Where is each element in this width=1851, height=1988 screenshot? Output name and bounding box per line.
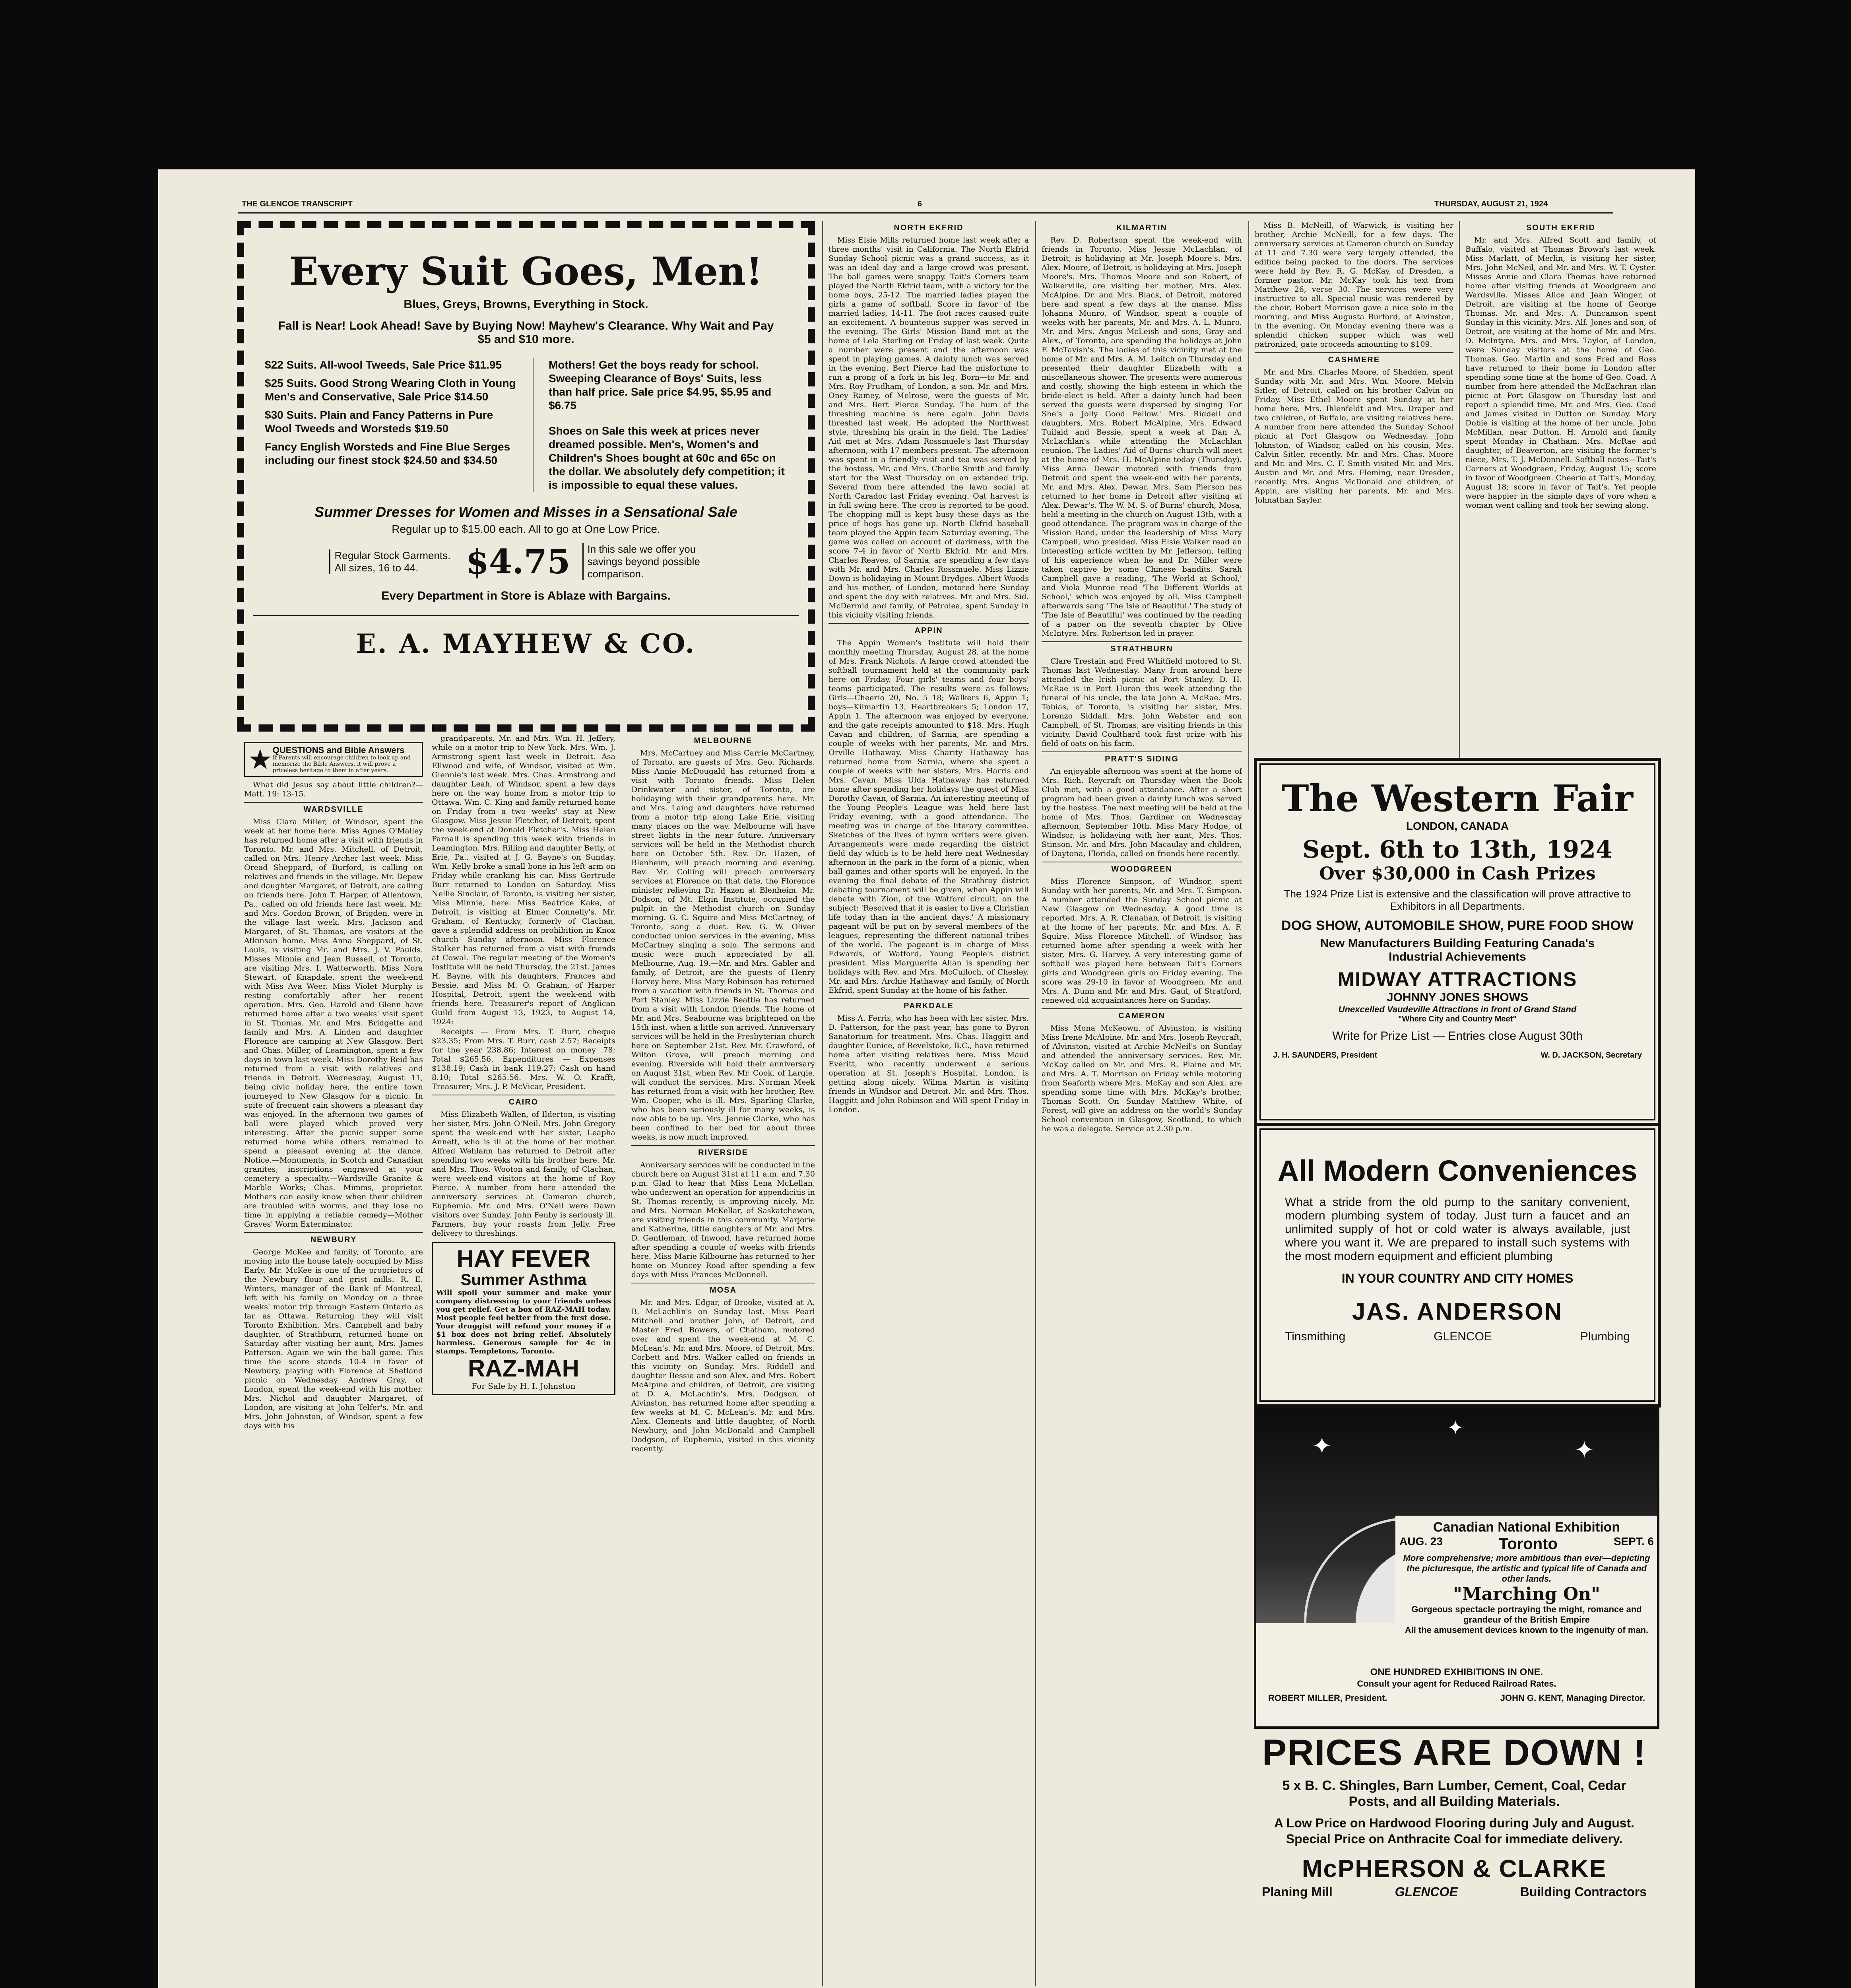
cne-hundred: ONE HUNDRED EXHIBITIONS IN ONE. <box>1370 1667 1543 1677</box>
column-3 <box>631 734 815 1988</box>
article-text: George McKee and family, of Toronto, are moving into the house lately occupied by Miss Early. Mr. McKee is one of the proprietors of the Newbury flour and grist mills. R. E. Winters, manager of the Bank of Montreal, left with his family on Monday on a three weeks' motor trip through Eastern Ontario as far as Ottawa. Returning they will visit Toronto Exhibition. Mrs. Campbell and baby daughter, of Strathburn, returned home on Saturday after visiting her aunt, Mrs. James Patterson. Again we win the ball game. This time the score stands 10-4 in favor of Newbury, playing with Florence at Shetland picnic on Wednesday. Andrew Gray, of London, spent the week-end with his mother. Mrs. Nichol and daughter Margaret, of London, are visiting at John Telfer's. Mr. and Mrs. John Johnston, of Windsor, spent a few days with his <box>244 1248 423 1430</box>
section-heading: RIVERSIDE <box>631 1145 815 1157</box>
masthead-rule <box>238 212 1613 214</box>
mayhew-price: $4.75 <box>466 542 570 581</box>
section-heading: CASHMERE <box>1255 352 1453 365</box>
questions-title: QUESTIONS and Bible Answers <box>272 745 405 755</box>
cne-body: More comprehensive; more ambitious than ever—depicting the picturesque, the artistic and typical life of Canada and other lands. <box>1403 1553 1650 1584</box>
star-icon: ★ <box>248 743 273 776</box>
article-text: Mr. and Mrs. Alfred Scott and family, of Buffalo, visited at Thomas Brown's last week. Miss Marlatt, of Merlin, is visiting her sister, Mrs. John McNeil, and Mr. and Mrs. W. T. Cyster. Misses Annie and Clara Thomas have returned home after visiting friends at Woodgreen and Wardsville. Misses Alice and Jean Winger, of Detroit, are visiting at the home of George Thomas. Mr. and Mrs. A. Duncanson spent Sunday in this vicinity. Mrs. Alf. Jones and son, of Detroit, are visiting at the home of Mr. and Mrs. D. McIntyre. Mrs. and Mrs. Taylor, of London, were Sunday visitors at the home of Geo. Thomas. Geo. Martin and sons Fred and Ross have returned to their home in London after spending some time at the home of Geo. Coad. A number from here attended the McEachran clan picnic at Port Glasgow on Thursday last and report a splendid time. Mr. and Mrs. Geo. Coad and James visited in Dutton on Sunday. Mary Dobie is visiting at the home of her uncle, John McMillan, near Dutton. H. Arnold and family spent Monday in Chatham. Mrs. McRae and daughter, of Beaverton, are visiting the former's niece, Mrs. T. J. McDonnell. Softball notes—Tait's Corners at Woodgreen, Friday, August 15; score in favor of Woodgreen. Cheerio at Tait's, Monday, August 18; score in favor of Tait's. Yet people were happier in the simple days of yore when a woman went calling and took her sewing along. <box>1465 236 1656 510</box>
anderson-town: GLENCOE <box>1434 1330 1492 1343</box>
mayhew-lead: Fall is Near! Look Ahead! Save by Buying Now! Mayhew's Clearance. Why Wait and Pay $5 and $10 more. <box>278 319 774 346</box>
section-heading: NORTH EKFRID <box>894 223 964 232</box>
western-fair-prize-list: The 1924 Prize List is extensive and the classification will prove attractive to Exhibitors in all Departments. <box>1284 888 1631 912</box>
column-rule <box>822 221 823 1986</box>
paper-name: THE GLENCOE TRANSCRIPT <box>242 200 353 208</box>
hayfever-subtitle: Summer Asthma <box>460 1271 587 1289</box>
mcpherson-line1: 5 x B. C. Shingles, Barn Lumber, Cement, Coal, Cedar Posts, and all Building Materials. <box>1282 1778 1626 1809</box>
mcpherson-line2: A Low Price on Hardwood Flooring during July and August. Special Price on Anthracite Coal for immediate delivery. <box>1274 1816 1635 1846</box>
mayhew-name: E. A. MAYHEW & CO. <box>253 615 799 659</box>
cne-marching: "Marching On" <box>1453 1584 1601 1604</box>
western-fair-midway: MIDWAY ATTRACTIONS <box>1337 968 1577 990</box>
section-heading: CAMERON <box>1042 1008 1242 1021</box>
anderson-plumbing: Plumbing <box>1580 1330 1630 1343</box>
razmah-name: RAZ-MAH <box>468 1355 579 1382</box>
article-text: An enjoyable afternoon was spent at the home of Mrs. Rich. Reycraft on Thursday when the Book Club met, with a good attendance. After a short program had been given a dainty lunch was served by the hostess. The next meeting will be held at the home of Mrs. Thos. Gardiner on Wednesday afternoon, September 10th. Miss Mary Hodge, of Windsor, is holidaying with her aunt, Mrs. Thos. Stinson. Mr. and Mrs. John Macaulay and children, of Daytona, Florida, called on friends here recently. <box>1042 767 1242 858</box>
article-text: Mr. and Mrs. Edgar, of Brooke, visited at A. B. McLachlin's on Sunday last. Miss Pearl Mitchell and brother John, of Detroit, and Master Fred Bowers, of Chatham, motored over and spent the week-end at M. C. McLean's. Mr. and Mrs. Moore, of Detroit, Mrs. Corbett and Mrs. Walker called on friends in this vicinity on Sunday. Mrs. Riddell and daughter Bessie and son Alex. and Mrs. Robert McAlpine and children, of Detroit, are visiting at D. A. McLachlin's. Mrs. Dodgson, of Alvinston, has returned home after spending a few weeks at M. C. McLean's. Mr. and Mrs. Alex. Clements and little daughter, of North Newbury, and John McDonald and Campbell Dodgson, of Euphemia, visited in this vicinity recently. <box>631 1298 815 1453</box>
section-heading: PARKDALE <box>828 998 1029 1011</box>
mayhew-boys-shoes <box>549 358 787 492</box>
anderson-ad <box>1254 1123 1661 1408</box>
anderson-title: All Modern Conveniences <box>1277 1154 1638 1187</box>
western-fair-secretary: W. D. JACKSON, Secretary <box>1541 1051 1642 1060</box>
cne-title: Canadian National Exhibition <box>1433 1520 1620 1535</box>
anderson-body: What a stride from the old pump to the sanitary convenient, modern plumbing system of today. Just turn a faucet and an unlimited supply of hot or cold water is always available, just where you want it. We are prepared to install such systems with the most modern equipment and efficient plumbing <box>1285 1196 1630 1263</box>
article-text: grandparents, Mr. and Mrs. Wm. H. Jeffery, while on a motor trip to New York. Mrs. Wm. J. Armstrong spent last week in Detroit. Asa Ellwood and wife, of Windsor, visited at Wm. Glennie's last week. Mrs. Chas. Armstrong and daughter Leah, of Windsor, spent a few days here on the way home from a motor trip to Ottawa. Wm. C. King and family returned home on Friday from a two weeks' stay at New Glasgow. Miss Jessie Fletcher, of Detroit, spent the week-end at Donald Fletcher's. Miss Helen Parnall is spending this week with friends in Leamington. Mrs. Rilling and daughter Betty, of Erie, Pa., visited at J. G. Bayne's on Sunday. Wm. Kelly broke a small bone in his left arm on Friday while cranking his car. Miss Gertrude Burr returned to London on Saturday. Miss Nellie Sinclair, of Toronto, is visiting her sister, Miss Minnie, here. Miss Beatrice Kake, of Detroit, is visiting at Elmer Connelly's. Mr. Graham, of Kentucky, formerly of Clachan, gave a splendid address on prohibition in Knox church Sunday afternoon. Miss Florence Stalker has returned from a visit with friends at Cowal. The regular meeting of the Women's Institute will be held Thursday, the 21st. James H. Bayne, with his daughters, Frances and Bessie, and Miss M. O. Graham, of Harper Hospital, Detroit, spent the week-end with friends here. Treasurer's report of Anglican Guild from August 13, 1923, to August 14, 1924: <box>432 734 615 1026</box>
cne-ad <box>1254 1406 1659 1729</box>
column-6 <box>1255 221 1453 750</box>
hayfever-title: HAY FEVER <box>456 1245 591 1272</box>
article-text: Clare Trestain and Fred Whitfield motored to St. Thomas last Wednesday. Many from around here attended the Irish picnic at Port Stanley. D. H. McRae is in Port Huron this week attending the funeral of his uncle, the late John A. McRae. Mrs. Tobias, of Toronto, is visiting her sister, Mrs. Lorenzo Siddall. Mrs. John Webster and son Campbell, of St. Thomas, are visiting friends in this vicinity. David Coulthard took first prize with his field of oats on his farm. <box>1042 657 1242 748</box>
column-7 <box>1465 221 1656 750</box>
hayfever-ad <box>432 1242 615 1395</box>
razmah-seller: For Sale by H. I. Johnston <box>471 1381 576 1391</box>
western-fair-president: J. H. SAUNDERS, President <box>1273 1051 1378 1060</box>
cne-president: ROBERT MILLER, President. <box>1268 1693 1387 1703</box>
section-heading: WOODGREEN <box>1042 862 1242 874</box>
section-heading: CAIRO <box>432 1095 615 1107</box>
cne-spectacle: Gorgeous spectacle portraying the might, romance and grandeur of the British Empire <box>1411 1604 1642 1625</box>
article-text: Miss B. McNeill, of Warwick, is visiting her brother, Archie McNeill, for a few days. The anniversary services at Cameron church on Sunday at 11 and 7.30 were very largely attended, the edifice being packed to the doors. The services were held by Rev. R. G. McKay, of Dresden, a former pastor. Mr. McKay took his text from Matthew 26, verse 30. The services were very instructive to all. Special music was rendered by the choir. Robert Morrison gave a nice solo in the morning, and Miss Augusta Burford, of Alvinston, in the evening. On Monday evening there was a splendid chicken supper which was well patronized, gate proceeds amounting to $109. <box>1255 221 1453 349</box>
mayhew-price-note: In this sale we offer you savings beyond possible comparison. <box>582 543 723 580</box>
anderson-name: JAS. ANDERSON <box>1352 1298 1563 1325</box>
mayhew-item: Fancy English Worsteds and Fine Blue Serges including our finest stock $24.50 and $34.50 <box>265 441 510 466</box>
column-rule <box>1035 221 1036 1986</box>
mayhew-item: $22 Suits. All-wool Tweeds, Sale Price $11.95 <box>265 359 502 371</box>
page-number: 6 <box>918 200 922 208</box>
western-fair-vaude: Unexcelled Vaudeville Attractions in front of Grand Stand <box>1338 1004 1577 1014</box>
article-text: Miss A. Ferris, who has been with her sister, Mrs. D. Patterson, for the past year, has gone to Byron Sanatorium for treatment. Mrs. Chas. Haggitt and daughter Eunice, of Revelstoke, B.C., have returned home after visiting relatives here. Miss Maud Everitt, who recently underwent a serious operation at St. Joseph's Hospital, London, is getting along nicely. Wilma Martin is visiting friends in Windsor and Detroit. Mr. and Mrs. Thos. Haggitt and John Robinson and Will spent Friday in London. <box>828 1014 1029 1114</box>
article-text: Miss Florence Simpson, of Windsor, spent Sunday with her parents, Mr. and Mrs. T. Simpson. A number attended the Sunday School picnic at New Glasgow on Wednesday. A good time is reported. Mrs. A. R. Clanahan, of Detroit, is visiting at the home of her parents, Mr. and Mrs. A. F. Squire. Miss Florence Mitchell, of Windsor, has returned home after spending a week with her sister, Mrs. G. Harvey. A very interesting game of softball was played here between Tait's Corners girls and Woodgreen girls on Friday evening. The score was 29-10 in favor of Woodgreen. Mr. and Mrs. A. Dunn and Mr. and Mrs. Gaul, of Stratford, renewed old acquaintances here on Sunday. <box>1042 877 1242 1005</box>
mcpherson-name: McPHERSON & CLARKE <box>1302 1855 1607 1883</box>
column-2 <box>432 734 615 1988</box>
cne-manager: JOHN G. KENT, Managing Director. <box>1500 1693 1645 1703</box>
article-text: Anniversary services will be conducted in the church here on August 31st at 11 a.m. and 7.30 p.m. Glad to hear that Miss Lena McLellan, who underwent an operation for appendicitis in St. Thomas recently, is improving nicely. Mr. and Mrs. Norman McKellar, of Saskatchewan, are visiting friends in this community. Marjorie and Katherine, little daughters of Mr. and Mrs. D. Gentleman, of Inwood, have returned home after spending a couple of weeks with friends here. Miss Marie Kilbourne has returned to her home on Muncey Road after spending a few days with Miss Frances McDonnell. <box>631 1161 815 1279</box>
issue-date: THURSDAY, AUGUST 21, 1924 <box>1434 200 1548 208</box>
mcpherson-town: GLENCOE <box>1395 1885 1458 1899</box>
column-rule <box>1459 221 1460 810</box>
newspaper-page <box>158 169 1695 1988</box>
mayhew-ablaze: Every Department in Store is Ablaze with Bargains. <box>381 589 671 602</box>
section-heading: STRATHBURN <box>1042 641 1242 654</box>
mcpherson-contractors: Building Contractors <box>1520 1885 1647 1899</box>
mayhew-headline: Every Suit Goes, Men! <box>289 249 763 294</box>
section-heading: SOUTH EKFRID <box>1526 223 1595 232</box>
mayhew-dresses-sub: Regular up to $15.00 each. All to go at One Low Price. <box>392 523 660 535</box>
column-4 <box>828 221 1029 1988</box>
western-fair-ad <box>1254 758 1661 1126</box>
section-heading: KILMARTIN <box>1116 223 1167 232</box>
mcpherson-planing: Planing Mill <box>1262 1885 1333 1899</box>
anderson-homes: IN YOUR COUNTRY AND CITY HOMES <box>1341 1271 1574 1285</box>
western-fair-city: LONDON, CANADA <box>1406 820 1509 832</box>
article-text: The Appin Women's Institute will hold their monthly meeting Thursday, August 28, at the home of Mrs. Frank Nichols. A large crowd attended the softball tournament held at the community park here on Friday. Four girls' teams and four boys' teams participated. The results were as follows: Girls—Cheerio 20, No. 5 18; Walkers 6, Appin 1; boys—Kilmartin 13, Heartbreakers 5; London 17, Appin 1. The afternoon was enjoyed by everyone, and the gate receipts amounted to $18. Mrs. Hugh Cavan and children, of Sarnia, are spending a couple of weeks with her parents, Mr. and Mrs. Orville Hathaway. Miss Charity Hathaway has returned home from Sarnia, where she spent a couple of weeks with her sisters, Mrs. Harris and Mrs. Cavan. Miss Ulda Hathaway has returned home after spending her holidays the guest of Miss Dorothy Cavan, of Sarnia. An interesting meeting of the Young People's League was held here last Friday evening, with a good attendance. The meeting was in charge of the literary committee. Sketches of the lives of hymn writers were given. Arrangements were made regarding the district field day which is to be held here next Wednesday afternoon in the park in the form of a picnic, when ball games and other sports will be enjoyed. In the evening the final debate of the Strathroy district debating tournament will be given, when Appin will debate with Zion, of the Watford circuit, on the subject: 'Resolved that it is easier to live a Christian life today than in the ancient days.' A missionary pageant will be put on by several members of the leagues, representing the different national tribes of the world. The pageant is in charge of Miss Edwards, of Watford, Young People's district president. Miss Marguerite Allan is spending her holidays with Rev. and Mrs. McCulloch, of Chesley. Mr. and Mrs. Archie Hathaway and family, of North Ekfrid, spent Sunday at the home of his father. <box>828 639 1029 995</box>
article-text: Miss Elsie Mills returned home last week after a three months' visit in California. The North Ekfrid Sunday School picnic was a grand success, as it was an ideal day and a large crowd was present. The ball games were snappy. Tait's Corners team played the North Ekfrid team, with a victory for the home boys, 25-12. The married ladies played the girls a game of softball. Score in favor of the married ladies, 14-11. The foot races caused quite an excitement. A bounteous supper was served in the evening. The Girls' Mission Band met at the home of Lela Sterling on Friday of last week. Quite a number were present and the afternoon was spent in playing games. A dainty lunch was served in the evening. Bert Pierce had the misfortune to run a prong of a fork in his leg. Born—to Mr. and Mrs. Roy Prudham, of London, a son. Mr. and Mrs. Oney Ramey, of Melrose, were the guests of Mr. and Mrs. Bert Pierce Sunday. The hum of the threshing machine is here again. John Davis threshed last week. He adopted the Northwest style, threshing his grain in the field. The Ladies' Aid met at Mrs. Adam Rossmuele's last Thursday afternoon, with 17 members present. The afternoon was spent in a friendly visit and tea was served by the hostess. Mr. and Mrs. Charlie Smith and family start for the West Thursday on an extended trip. Several from here attended the lawn social at North Caradoc last Friday evening. Oat harvest is in full swing here. The crop is reported to be good. The chopping mill is kept busy these days as the price of hogs has gone up. North Ekfrid baseball team played the Appin team Saturday evening. The game was called on account of darkness, with the score 7-4 in favor of North Ekfrid. Mr. and Mrs. Charles Reaves, of Sarnia, are spending a few days with Mr. and Mrs. Charles Rossmuele. Miss Lizzie Down is holidaying in Mount Brydges. Albert Woods and his mother, of London, motored here Sunday and spent the day with relatives. Mr. and Mrs. Sid. McDermid and family, of Petrolea, spent Sunday in this vicinity visiting friends. <box>828 236 1029 619</box>
treasurer-report: Receipts — From Mrs. T. Burr, cheque $23.35; From Mrs. T. Burr, cash 2.57; Receipts for the year 238.86; Interest on money .78; Total $265.56. Expenditures — Expenses $138.19; Cash in bank 119.27; Cash on hand 8.10; Total $265.56. Mrs. W. O. Krafft, Treasurer; Mrs. J. P. McVicar, President. <box>432 1027 615 1091</box>
section-heading: MOSA <box>631 1283 815 1295</box>
western-fair-slogan: "Where City and Country Meet" <box>1398 1015 1517 1023</box>
mayhew-item: Shoes on Sale this week at prices never dreamed possible. Men's, Women's and Children's Shoes bought at 60c and 65c on the dollar. We absolutely defy competition; it is impossible to equal these values. <box>549 425 785 491</box>
mayhew-item: Mothers! Get the boys ready for school. Sweeping Clearance of Boys' Suits, less than half price. Sale price $4.95, $5.95 and $6.75 <box>549 359 772 412</box>
section-heading: APPIN <box>828 623 1029 635</box>
section-heading: NEWBURY <box>244 1232 423 1244</box>
cne-illustration: ✦ ✦ ✦ <box>1256 1408 1657 1623</box>
mayhew-item: $30 Suits. Plain and Fancy Patterns in Pure Wool Tweeds and Worsteds $19.50 <box>265 409 493 435</box>
mcpherson-ad <box>1254 1728 1655 1943</box>
section-heading: WARDSVILLE <box>244 802 423 814</box>
western-fair-shows: DOG SHOW, AUTOMOBILE SHOW, PURE FOOD SHOW <box>1281 918 1634 933</box>
questions-note: If Parents will encourage children to look up and memorize the Bible Answers, it will prove a priceless heritage to them in after years. <box>272 755 411 774</box>
hayfever-body: Will spoil your summer and make your company distressing to your friends unless you get relief. Get a box of RAZ-MAH today. Most people feel better from the first dose. Your druggist will refund your money if a $1 box does not bring relief. Absolutely harmless. Generous sample for 4c in stamps. Templetons, Toronto. <box>436 1289 611 1355</box>
mayhew-subhead: Blues, Greys, Browns, Everything in Stock. <box>404 298 648 311</box>
article-text: Miss Elizabeth Wallen, of Ilderton, is visiting her sister, Mrs. John O'Neil. Mrs. John Gregory spent the week-end with her sister, Leapha Annett, who is ill at the home of her mother. Alfred Wehlann has returned to Detroit after spending two weeks with his brother here. Mr. and Mrs. Thos. Wooton and family, of Clachan, were week-end visitors at the home of Roy Pierce. A number from here attended the anniversary services at Cameron church, Euphemia. Mr. and Mrs. O'Neil were Dawn visitors over Sunday. John Fenby is seriously ill. Farmers, buy your roasts from Jelly. Free delivery to threshings. <box>432 1110 615 1238</box>
cne-city: Toronto <box>1498 1535 1558 1553</box>
questions-box <box>244 742 423 777</box>
article-text: Miss Mona McKeown, of Alvinston, is visiting Miss Irene McAlpine. Mr. and Mrs. Joseph Reycraft, of Alvinston, visited at Archie McNeil's on Sunday and attended the anniversary services. Rev. Mr. McKay called on Mr. and Mrs. R. Plaine and Mr. and Mrs. A. T. Morrison on Friday while motoring from Seaforth where Mrs. McKay and son Alex. are spending some time with Mrs. McKay's brother, Thomas Scott. On Sunday Matthew White, of Forest, will give an address on the world's Sunday School convention in Glasgow, Scotland, to which he was a delegate. Service at 2.30 p.m. <box>1042 1024 1242 1133</box>
column-5 <box>1042 221 1242 1988</box>
questions-text: What did Jesus say about little children?—Matt. 19: 13-15. <box>244 780 423 798</box>
western-fair-title: The Western Fair <box>1282 777 1633 820</box>
mayhew-dresses: Summer Dresses for Women and Misses in a Sensational Sale <box>314 504 737 520</box>
western-fair-johnny: JOHNNY JONES SHOWS <box>1386 991 1529 1004</box>
article-text: Mrs. McCartney and Miss Carrie McCartney, of Toronto, are guests of Mrs. Geo. Richards. Miss Annie McDougald has returned from a visit with Toronto friends. Miss Helen Drinkwater and sister, of Toronto, are holidaying with their grandparents here. Mr. and Mrs. Laing and daughters have returned from a motor trip along Lake Erie, visiting many places on the way. Melbourne will have street lights in the near future. Anniversary services will be held in the Methodist church here on October 5th. Rev. Dr. Hazen, of Blenheim, will preach morning and evening. Rev. Mr. Colling will preach anniversary services at Florence on that date, the Florence minister relieving Dr. Hazen at Blenheim. Mr. Dodson, of Mt. Elgin Institute, occupied the pulpit in the Methodist church on Sunday morning. G. C. Squire and Miss McCartney, of Toronto, sang a duet. Rev. G. W. Oliver conducted union services in the evening, Miss McCartney singing a solo. The sermons and music were much appreciated by all. Melbourne, Aug. 19.—Mr. and Mrs. Gabler and family, of Detroit, are the guests of Henry Harvey here. Miss Mary Robinson has returned from a vacation with friends in St. Thomas and Port Stanley. Miss Lizzie Beattie has returned from a visit with London friends. The home of Mr. and Mrs. Seabourne was brightened on the 15th inst. when a little son arrived. Anniversary services will be held in the Presbyterian church here on September 21st. Rev. Mr. Crawford, of Wilton Grove, will preach morning and evening. Riverside will hold their anniversary on August 31st, when Rev. Mr. Cook, of Largie, will conduct the services. Mrs. Norman Meek has returned from a visit with her brother, Rev. Wm. Cooper, who is ill. Mrs. Sparling Clarke, who has been seriously ill for many weeks, is now able to be up. Mrs. Jennie Clarke, who has been confined to her bed for about three weeks, is now much improved. <box>631 749 815 1142</box>
article-text: Mr. and Mrs. Charles Moore, of Shedden, spent Sunday with Mr. and Mrs. Wm. Moore. Melvin Sitler, of Detroit, called on his brother Calvin on Friday. Miss Ethel Moore spent Sunday at her home here. Mrs. Ihlenfeldt and Mrs. Draper and two children, of Buffalo, are visiting relatives here. A number from here attended the Sunday School picnic at Port Glasgow on Wednesday. John Johnston, of Windsor, called on his cousin, Mrs. Calvin Sitler, recently. Mr. and Mrs. Chas. Moore and Mr. and Mrs. C. F. Smith visited Mr. and Mrs. Austin and Mr. and Mrs. Fleming, near Dresden, recently. Mrs. Angus McDonald and children, of Appin, are visiting her parents, Mr. and Mrs. Johnathan Sayler. <box>1255 368 1453 505</box>
western-fair-prizes: Over $30,000 in Cash Prizes <box>1319 864 1596 884</box>
column-rule <box>1248 221 1249 810</box>
mayhew-suit-prices <box>265 358 519 492</box>
cne-agent: Consult your agent for Reduced Railroad Rates. <box>1357 1679 1556 1689</box>
anderson-tinsmithing: Tinsmithing <box>1285 1330 1346 1343</box>
mayhew-ad <box>237 221 815 732</box>
mayhew-item: $25 Suits. Good Strong Wearing Cloth in Young Men's and Conservative, Sale Price $14.50 <box>265 377 516 403</box>
article-text: Miss Clara Miller, of Windsor, spent the week at her home here. Miss Agnes O'Malley has returned home after a visit with friends in Toronto. Mr. and Mrs. Mitchell, of Detroit, called on Mrs. Henry Archer last week. Miss Oread Sheppard, of Burford, is calling on relatives and friends in the village. Mr. Depew and daughter Margaret, of Detroit, are calling on friends here. John T. Harper, of Allentown, Pa., called on old friends here last week. Mr. and Mrs. Gordon Brown, of Brigden, were in the village last week. Mrs. Jackson and Margaret, of St. Thomas, are visitors at the Atkinson home. Miss Anna Sheppard, of St. Louis, is visiting Mr. and Mrs. J. V. Paulds. Misses Minnie and Jean Russell, of Toronto, are visiting Mrs. I. Watterworth. Miss Nora Stewart, of Knapdale, spent the week-end with Miss Ava Weer. Miss Violet Murphy is resting comfortably after her recent operation. Mrs. Geo. Harold and Glenn have returned home after a two weeks' visit spent in St. Thomas. Mr. and Mrs. Bridgette and family and Mrs. A. Linden and daughter Florence are camping at New Glasgow. Bert and Chas. Miller, of Leamington, spent a few days in town last week. Miss Dorothy Reid has returned from a visit with relatives and friends in Detroit. Wednesday, August 11, being civic holiday here, the entire town journeyed to New Glasgow for a picnic. In spite of frequent rain showers a pleasant day was enjoyed. In the afternoon two games of ball were played which proved very interesting. After the picnic supper some returned home while others remained to spend a pleasant evening at the dance. Notice.—Monuments, in Scotch and Canadian granites; inscriptions engraved at your cemetery a specialty.—Wardsville Granite & Marble Works; Chas. Mimms, proprietor. Mothers can easily know when their children are troubled with worms, and they lose no time in applying a reliable remedy—Mother Graves' Worm Exterminator. <box>244 817 423 1229</box>
cne-start: AUG. 23 <box>1399 1535 1443 1547</box>
western-fair-dates: Sept. 6th to 13th, 1924 <box>1302 836 1612 864</box>
article-text: Rev. D. Robertson spent the week-end with friends in Toronto. Miss Jessie McLachlan, of Detroit, is holidaying at Mr. Joseph Moore's. Mrs. Alex. Moore, of Detroit, is holidaying at Mrs. Joseph Moore's. Mrs. Thomas Moore and son Robert, of Walkerville, are visiting her mother, Mrs. Alex. McAlpine. Dr. and Mrs. Black, of Detroit, motored here and spent a few days at the manse. Miss Johanna Munro, of Windsor, spent a couple of weeks with her parents, Mr. and Mrs. A. L. Munro. Mr. and Mrs. Angus McLeish and sons, Gray and Alex., of Toronto, are spending the holidays at John F. McTavish's. The ladies of this vicinity met at the home of Mr. and Mrs. A. M. Leitch on Thursday and presented their daughter Elizabeth with a miscellaneous shower. The presents were numerous and costly, showing the high esteem in which the bride-elect is held. After a dainty lunch had been served the guests were dispersed by singing 'For She's a Jolly Good Fellow.' Mrs. Riddell and daughters, Mrs. Robert McAlpine, Mrs. Edward Tuilaid and Bessie, spent a week at Dan A. McLachlan's while attending the McLachlan reunion. The Ladies' Aid of Burns' church will meet at the home of Mrs. H. McAlpine today (Thursday). Miss Anna Dewar motored with friends from Detroit and spent the week-end with her parents, Mr. and Mrs. Alex. Dewar. Mrs. Sam Pierson has returned to her home in Detroit after visiting at Alex. Dewar's. The W. M. S. of Burns' church, Mosa, held a meeting in the church on August 13th, with a good attendance. The program was in charge of the Mission Band, under the leadership of Miss Mary Campbell, who presided. Miss Elsie Walker read an interesting article written by Mr. Jefferson, telling of his experience when he and Dr. Miller were taken captive by some Chinese bandits. Sarah Campbell gave a reading, 'The World at School,' and Viola Munroe read 'The Different Worlds at School,' which was enjoyed by all. Miss Campbell afterwards sang 'The Isle of Beautiful.' The study of 'The Isle of Beautiful' was continued by the reading of a paper on the seventh chapter by Olive McIntyre. Mrs. Robertson led in prayer. <box>1042 236 1242 638</box>
mcpherson-title: PRICES ARE DOWN ! <box>1262 1732 1646 1773</box>
mayhew-regular: Regular Stock Garments. All sizes, 16 to 44. <box>329 549 454 574</box>
section-heading: MELBOURNE <box>694 736 753 745</box>
column-1 <box>244 742 423 1988</box>
western-fair-write: Write for Prize List — Entries close August 30th <box>1332 1029 1583 1043</box>
section-heading: PRATT'S SIDING <box>1042 751 1242 764</box>
cne-amusement: All the amusement devices known to the ingenuity of man. <box>1405 1625 1649 1635</box>
western-fair-features: New Manufacturers Building Featuring Canada's Industrial Achievements <box>1320 937 1595 963</box>
cne-end: SEPT. 6 <box>1613 1535 1654 1547</box>
